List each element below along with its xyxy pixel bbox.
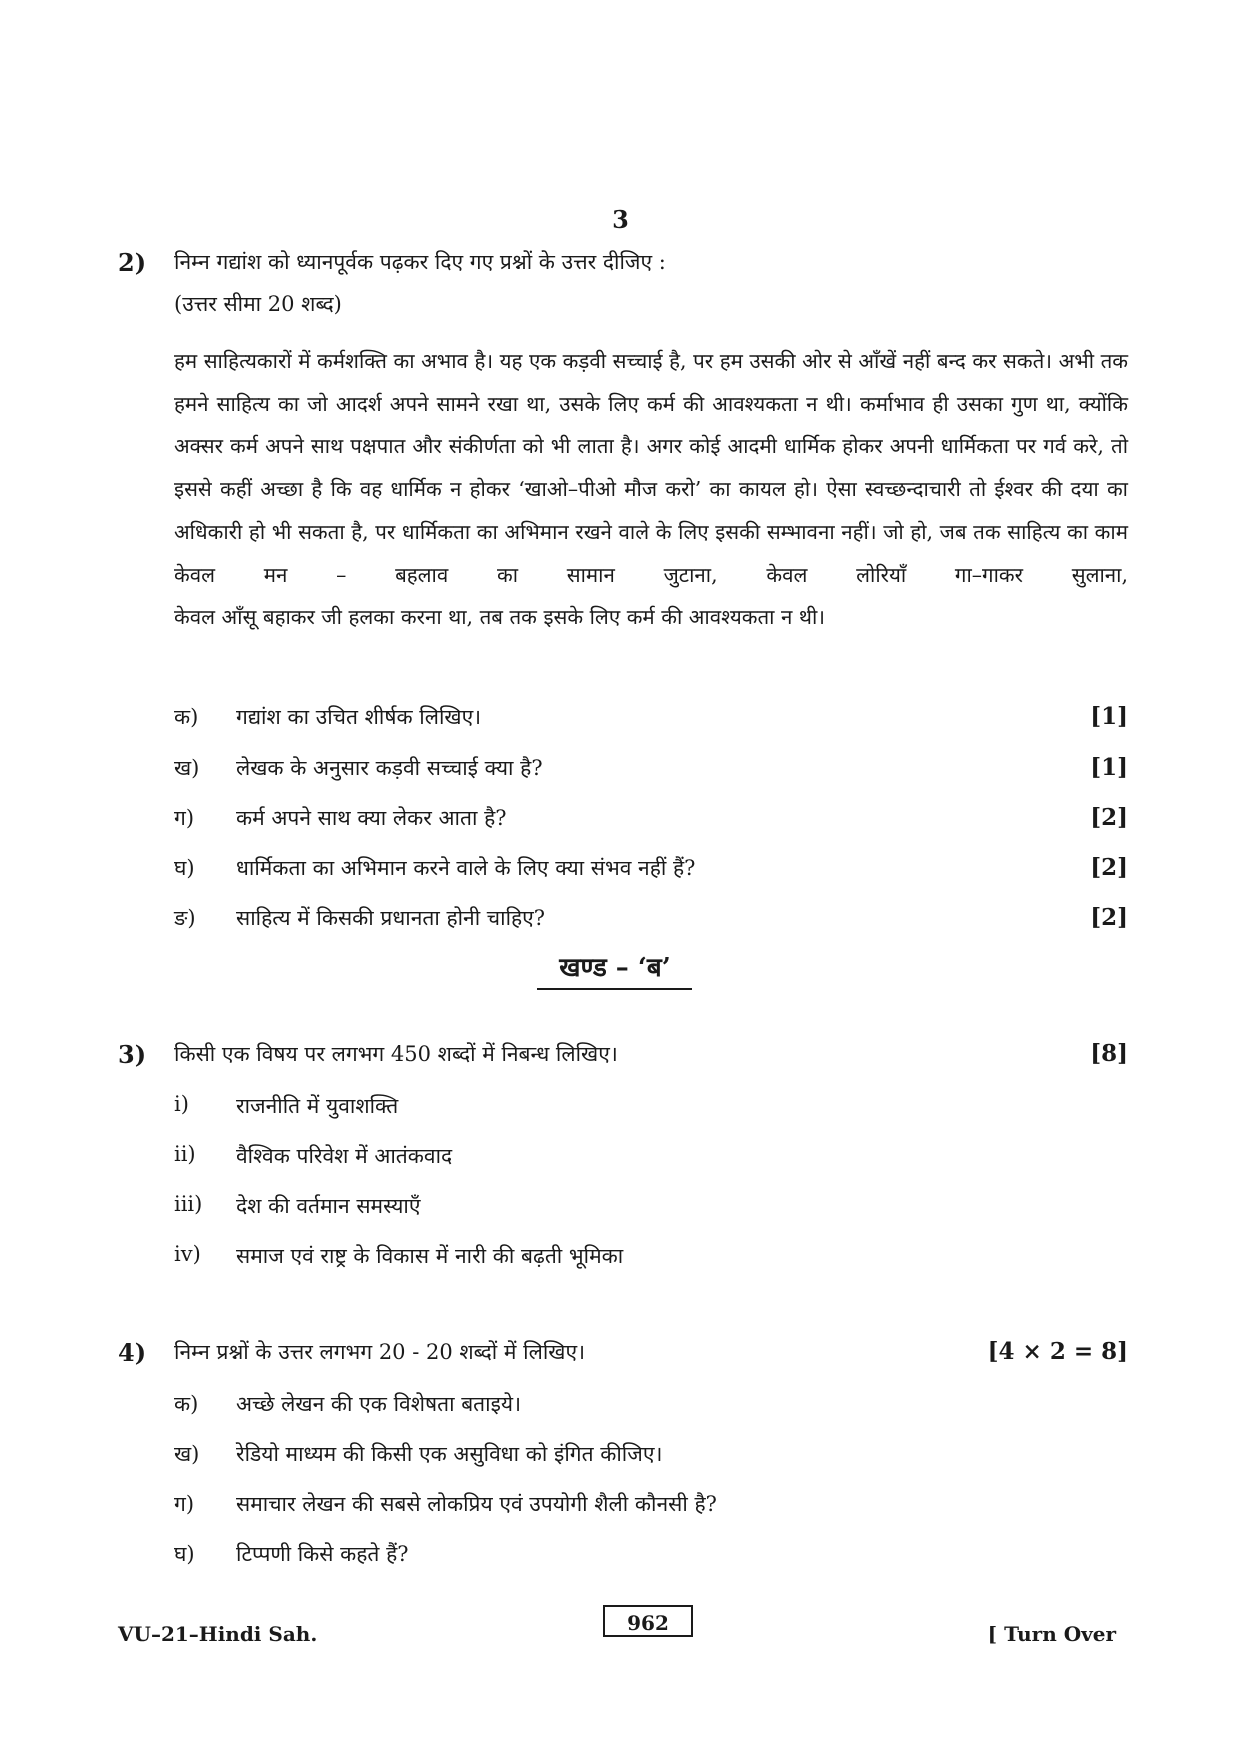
section-title: खण्ड – ‘ब’ bbox=[559, 953, 671, 983]
subquestion-text: धार्मिकता का अभिमान करने वाले के लिए क्या संभव नहीं हैं? bbox=[236, 856, 696, 880]
subquestion-text: रेडियो माध्यम की किसी एक असुविधा को इंगित कीजिए। bbox=[236, 1442, 663, 1466]
subquestion bbox=[174, 854, 1128, 888]
subquestion-label: क) bbox=[174, 1392, 199, 1416]
passage bbox=[174, 340, 1128, 639]
footer-paper-number: 962 bbox=[603, 1605, 693, 1637]
passage-body: हम साहित्यकारों में कर्मशक्ति का अभाव है। यह एक कड़वी सच्चाई है, पर हम उसकी ओर से आँखें नहीं बन्द कर सकते। अभी तक हमने साहित्य का जो आदर्श अपने सामने रखा था, उसके लिए कर्म की आवश्यकता न थी। कर्माभाव ही उसका गुण था, क्योंकि अक्सर कर्म अपने साथ पक्षपात और संकीर्णता को भी लाता है। अगर कोई आदमी धार्मिक होकर अपनी धार्मिकता पर गर्व करे, तो इससे कहीं अच्छा है कि वह धार्मिक न होकर ‘खाओ–पीओ मौज करो’ का कायल हो। ऐसा स्वच्छन्दाचारी तो ईश्वर की दया का अधिकारी हो भी सकता है, पर धार्मिकता का अभिमान रखने वाले के लिए इसकी सम्भावना नहीं। जो हो, जब तक साहित्य का काम केवल मन – बहलाव का सामान जुटाना, केवल लोरियाँ गा–गाकर सुलाना, bbox=[174, 349, 1128, 587]
subquestion-label: घ) bbox=[174, 856, 195, 880]
subquestion bbox=[174, 804, 1128, 838]
subquestion-text: लेखक के अनुसार कड़वी सच्चाई क्या है? bbox=[236, 756, 543, 780]
subquestion bbox=[174, 904, 1128, 938]
subquestion-label: ख) bbox=[174, 1442, 200, 1466]
option-text: समाज एवं राष्ट्र के विकास में नारी की बढ़ती भूमिका bbox=[236, 1244, 624, 1268]
option-label: iii) bbox=[174, 1192, 203, 1216]
subquestion-label: ख) bbox=[174, 756, 200, 780]
subquestion-text: टिप्पणी किसे कहते हैं? bbox=[236, 1542, 409, 1566]
answer-limit: (उत्तर सीमा 20 शब्द) bbox=[174, 292, 342, 316]
page-number: 3 bbox=[612, 205, 629, 234]
option-text: राजनीति में युवाशक्ति bbox=[236, 1094, 399, 1118]
question-instruction: किसी एक विषय पर लगभग 450 शब्दों में निबन्ध लिखिए। bbox=[174, 1042, 618, 1066]
option-label: ii) bbox=[174, 1142, 196, 1166]
subquestion-marks: [1] bbox=[1090, 754, 1128, 781]
subquestion-text: अच्छे लेखन की एक विशेषता बताइये। bbox=[236, 1392, 522, 1416]
footer-turn-over: [ Turn Over bbox=[987, 1622, 1116, 1646]
question-instruction: निम्न प्रश्नों के उत्तर लगभग 20 - 20 शब्दों में लिखिए। bbox=[174, 1340, 586, 1364]
question-marks: [4 × 2 = 8] bbox=[987, 1338, 1128, 1365]
subquestion-marks: [1] bbox=[1090, 703, 1128, 730]
subquestion-text: साहित्य में किसकी प्रधानता होनी चाहिए? bbox=[236, 906, 546, 930]
subquestion-marks: [2] bbox=[1090, 904, 1128, 931]
option-text: देश की वर्तमान समस्याएँ bbox=[236, 1194, 421, 1218]
subquestion-text: समाचार लेखन की सबसे लोकप्रिय एवं उपयोगी शैली कौनसी है? bbox=[236, 1492, 717, 1516]
subquestion-text: गद्यांश का उचित शीर्षक लिखिए। bbox=[236, 705, 482, 729]
question-number: 3) bbox=[118, 1040, 147, 1069]
option-label: iv) bbox=[174, 1242, 201, 1266]
question-instruction: निम्न गद्यांश को ध्यानपूर्वक पढ़कर दिए गए प्रश्नों के उत्तर दीजिए : bbox=[174, 250, 666, 274]
subquestion-label: ग) bbox=[174, 806, 195, 830]
subquestion-marks: [2] bbox=[1090, 804, 1128, 831]
subquestion bbox=[174, 754, 1128, 788]
question-marks: [8] bbox=[1090, 1040, 1128, 1067]
option-text: वैश्विक परिवेश में आतंकवाद bbox=[236, 1144, 453, 1168]
section-underline bbox=[537, 988, 692, 990]
subquestion-label: क) bbox=[174, 705, 199, 729]
subquestion-marks: [2] bbox=[1090, 854, 1128, 881]
footer-paper-code: VU–21–Hindi Sah. bbox=[118, 1622, 318, 1646]
option-label: i) bbox=[174, 1092, 189, 1116]
question-number: 2) bbox=[118, 248, 147, 277]
question-number: 4) bbox=[118, 1338, 147, 1367]
subquestion-text: कर्म अपने साथ क्या लेकर आता है? bbox=[236, 806, 507, 830]
passage-last-line: केवल आँसू बहाकर जी हलका करना था, तब तक इसके लिए कर्म की आवश्यकता न थी। bbox=[174, 605, 826, 630]
subquestion-label: ङ) bbox=[174, 906, 196, 930]
subquestion bbox=[174, 703, 1128, 737]
subquestion-label: घ) bbox=[174, 1542, 195, 1566]
subquestion-label: ग) bbox=[174, 1492, 195, 1516]
